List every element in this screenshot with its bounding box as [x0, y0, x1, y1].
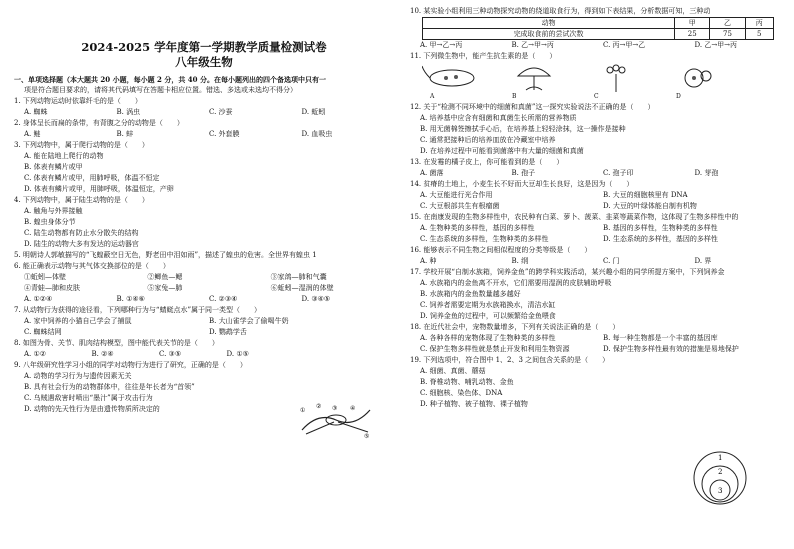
q13-options: [410, 168, 786, 179]
question-13: 13. 在发霉的橘子皮上，你可能看到的是（ ）: [410, 158, 564, 166]
option[interactable]: B. 体表有鳞片或甲: [24, 163, 83, 171]
fig8-label: ⑤: [364, 433, 370, 440]
option[interactable]: A. 水族箱内的金鱼离不开水，它们需要用湿润的皮肤辅助呼吸: [420, 279, 612, 287]
joint-model-figure: [298, 402, 374, 440]
option[interactable]: B. 基因的多样性，生物种类的多样性: [603, 224, 718, 232]
question-15: 15. 在南康发现的生物多样性中，农民种有白菜、萝卜、菠菜、韭菜等蔬菜作物，这体现了生物多样性中的: [410, 213, 739, 221]
yeast-icon: [668, 62, 728, 94]
option[interactable]: D. 生态系统的多样性，基因的多样性: [603, 235, 718, 243]
label: A: [430, 93, 435, 100]
exam-title: 2024-2025 学年度第一学期教学质量检测试卷: [81, 40, 327, 54]
question-8: 8. 如图为骨、关节、肌肉结构模型，图中能代表关节的是（ ）: [14, 339, 219, 347]
option[interactable]: A. 生物种类的多样性，基因的多样性: [420, 224, 535, 232]
option[interactable]: A. 触角与外界接触: [24, 207, 83, 215]
option[interactable]: D. 血吸虫: [301, 130, 333, 138]
question-5: 5. 明朝诗人郭敏描写的“飞蝗蔽空日无色，野老田中泪如雨”，描述了蝗虫的危害。全世界有蝗虫 1: [14, 251, 317, 259]
question-6: 6. 能正确表示动物与其气体交换部位的是（ ）: [14, 262, 170, 270]
item: ④青蛙—肺和皮肤: [24, 284, 80, 292]
option[interactable]: C. 乌贼遇敌害时喷出“墨汁”属于攻击行为: [24, 394, 153, 402]
table-header: 动物: [423, 18, 675, 29]
q11-microbe-figures: [422, 62, 786, 102]
option[interactable]: A. 各种各样的宠物体现了生物种类的多样性: [420, 334, 556, 342]
item: ②鲫鱼—鳃: [147, 273, 183, 281]
table-cell: 25: [675, 29, 710, 40]
q14-options-a: [410, 190, 786, 201]
q6-choices: [14, 294, 394, 305]
option[interactable]: B. 大山雀学会了偷喝牛奶: [209, 317, 289, 325]
option[interactable]: B. ①④⑥: [116, 295, 145, 303]
table-header: 乙: [710, 18, 745, 29]
option[interactable]: C. 保护生物多样性就是禁止开发和利用生物资源: [420, 345, 570, 353]
label: B: [512, 93, 517, 100]
item: ⑤家兔—肺: [147, 284, 183, 292]
exam-subject: 八年级生物: [175, 55, 233, 69]
option[interactable]: C. 体表有鳞片或甲，用肺呼吸，体温不恒定: [24, 174, 160, 182]
left-column: [14, 6, 394, 415]
option[interactable]: C. 蜘蛛结网: [24, 328, 62, 336]
option[interactable]: B. 水族箱内的金鱼数量越多越好: [420, 290, 521, 298]
option[interactable]: C. 陆生动物都有防止水分散失的结构: [24, 229, 139, 237]
question-14: 14. 贫瘠的土地上，小麦生长不好而大豆却生长良好，这是因为（ ）: [410, 180, 634, 188]
item: ③家鸽—肺和气囊: [270, 273, 327, 281]
question-12: 12. 关于“检测不同环境中的细菌和真菌”这一探究实验说法不正确的是（ ）: [410, 103, 655, 111]
question-1: 1. 下列动物运动时依靠纤毛的是（ ）: [14, 97, 142, 105]
option[interactable]: D. 保护生物多样性最有效的措施是易地保护: [603, 345, 739, 353]
question-16: 16. 能够表示不同生物之间相似程度的分类等级是（ ）: [410, 246, 592, 254]
option[interactable]: D. 大豆的叶绿体能自制有机物: [603, 202, 697, 210]
section-header-cont: 项是符合题目要求的，请将其代码填写在答题卡相应位置。错选、多选或未选均不得分）: [24, 86, 297, 94]
question-17: 17. 学校开展“自制水族箱，饲养金鱼”的跨学科实践活动，某兴趣小组的同学所提方案中，下列饲养金: [410, 268, 725, 276]
q8-choices: [14, 349, 294, 360]
q16-options: [410, 256, 786, 267]
option[interactable]: B. ②④: [91, 350, 114, 358]
option[interactable]: A. 培养基中应含有细菌和真菌生长所需的营养物质: [420, 114, 577, 122]
option[interactable]: A. 种: [420, 257, 437, 265]
microbe-a[interactable]: [422, 62, 504, 102]
q7-options-a: [14, 316, 394, 327]
q15-options-b: [410, 234, 786, 245]
penicillium-icon: [586, 62, 646, 94]
mushroom-icon: [504, 62, 564, 94]
q10-table: [422, 17, 774, 40]
option[interactable]: C. 饲养者需要定期为水族箱换水，清洁水缸: [420, 301, 556, 309]
option[interactable]: D. 种子植物、被子植物、裸子植物: [420, 400, 528, 408]
option[interactable]: A. 家中饲养的小猫自己学会了捕鼠: [24, 317, 132, 325]
option[interactable]: B. 具有社会行为的动物群体中，往往是年长者为“首领”: [24, 383, 195, 391]
question-18: 18. 在近代社会中，宠物数量增多，下列有关说法正确的是（ ）: [410, 323, 620, 331]
option[interactable]: C. 沙蚕: [209, 108, 233, 116]
option[interactable]: D. 蚯蚓: [301, 108, 326, 116]
option[interactable]: C. 孢子印: [603, 169, 634, 177]
option[interactable]: B. 纲: [511, 257, 529, 265]
option[interactable]: D. 动物的先天性行为是由遗传物质所决定的: [24, 405, 160, 413]
option[interactable]: D. 乙→甲→丙: [694, 41, 738, 49]
question-3: 3. 下列动物中，属于爬行动物的是（ ）: [14, 141, 149, 149]
option[interactable]: B. 大豆的细胞核里有 DNA: [603, 191, 688, 199]
q2-options: [14, 129, 394, 140]
option[interactable]: A. 能在陆地上爬行的动物: [24, 152, 104, 160]
table-header: 甲: [675, 18, 710, 29]
q6-items-a: [14, 272, 394, 283]
option[interactable]: C. ②③④: [209, 295, 238, 303]
option[interactable]: C. 外套膜: [209, 130, 240, 138]
option[interactable]: D. 界: [694, 257, 712, 265]
option[interactable]: A. 动物的学习行为与遗传因素无关: [24, 372, 132, 380]
venn-label: 2: [718, 468, 723, 476]
label: C: [594, 93, 599, 100]
option[interactable]: A. 甲→乙→丙: [420, 41, 463, 49]
option[interactable]: C. ③⑤: [159, 350, 182, 358]
option[interactable]: D. 饲养金鱼的过程中，可以频繁给金鱼喂食: [420, 312, 556, 320]
microbe-d[interactable]: [668, 62, 750, 102]
table-cell: 75: [710, 29, 745, 40]
bacterium-icon: [422, 62, 482, 94]
option[interactable]: D. 芽孢: [694, 169, 719, 177]
table-cell: 完成取食前的尝试次数: [423, 29, 675, 40]
option[interactable]: C. 大豆根部共生有根瘤菌: [420, 202, 500, 210]
label: D: [676, 93, 681, 100]
venn-label: 3: [718, 487, 723, 495]
option[interactable]: B. 乙→甲→丙: [511, 41, 554, 49]
nested-circles-figure: [692, 450, 748, 506]
option[interactable]: D. 在培养过程中可能看到菌落中有大量的细菌和真菌: [420, 147, 584, 155]
table-header: 丙: [745, 18, 773, 29]
venn-label: 1: [718, 454, 723, 462]
option[interactable]: D. ③④⑤: [301, 295, 331, 303]
option[interactable]: C. 通常把接种后的培养皿放在冷藏室中培养: [420, 136, 556, 144]
question-19: 19. 下列选项中，符合图中 1、2、3 之间包含关系的是（ ）: [410, 356, 610, 364]
question-7: 7. 从动物行为获得的途径看，下列哪种行为与“蜻蜓点水”属于同一类型（ ）: [14, 306, 262, 314]
fig8-label: ①: [300, 407, 306, 414]
section-header: 一、单项选择题（本大题共 20 小题，每小题 2 分，共 40 分。在每小题列出的四个备选项中只有一: [14, 75, 326, 84]
option[interactable]: A. 大豆能进行光合作用: [420, 191, 493, 199]
option[interactable]: C. 生态系统的多样性，生物种类的多样性: [420, 235, 549, 243]
option[interactable]: B. 用无菌棉签擦拭手心后，在培养基上轻轻涂抹，这一操作是接种: [420, 125, 626, 133]
option[interactable]: C. 门: [603, 257, 620, 265]
option[interactable]: B. 蝗虫身体分节: [24, 218, 76, 226]
option[interactable]: A. 细菌、真菌、蘑菇: [420, 367, 486, 375]
microbe-c[interactable]: [586, 62, 668, 102]
fig8-label: ④: [350, 405, 356, 412]
q6-items-b: [14, 283, 394, 294]
option[interactable]: D. 陆生的动物大多有发达的运动器官: [24, 240, 139, 248]
question-2: 2. 身体呈长而扁的条带，有背腹之分的动物是（ ）: [14, 119, 184, 127]
option[interactable]: A. 菌落: [420, 169, 444, 177]
option[interactable]: D. 体表有鳞片或甲，用肺呼吸，体温恒定，产卵: [24, 185, 174, 193]
question-4: 4. 下列动物中，属于陆生动物的是（ ）: [14, 196, 149, 204]
option[interactable]: B. 每一种生物都是一个丰富的基因库: [603, 334, 718, 342]
option[interactable]: B. 蚌: [116, 130, 134, 138]
question-9: 9. 八年级研究性学习小组的同学对动物行为进行了研究，正确的是（ ）: [14, 361, 247, 369]
right-column: [410, 6, 786, 410]
option[interactable]: A. 鲢: [24, 130, 41, 138]
option[interactable]: A. 蜘蛛: [24, 108, 48, 116]
q1-options: [14, 107, 394, 118]
option[interactable]: A. ①②④: [24, 295, 53, 303]
option[interactable]: B. 孢子: [511, 169, 536, 177]
question-10: 10. 某实验小组利用三种动物探究动物的绕道取食行为，得到如下表结果，分析数据可知，三种动: [410, 7, 711, 15]
option[interactable]: D. 鹦鹉学舌: [209, 328, 247, 336]
option[interactable]: A. ①②: [24, 350, 47, 358]
q15-options-a: [410, 223, 786, 234]
fig8-label: ②: [316, 403, 322, 410]
table-cell: 5: [745, 29, 773, 40]
q18-options-a: [410, 333, 786, 344]
q10-choices: [410, 40, 786, 51]
item: ①蚯蚓—体壁: [24, 273, 66, 281]
q14-options-b: [410, 201, 786, 212]
option[interactable]: C. 丙→甲→乙: [603, 41, 646, 49]
question-11: 11. 下列微生物中，能产生抗生素的是（ ）: [410, 52, 557, 60]
microbe-b[interactable]: [504, 62, 586, 102]
option[interactable]: B. 脊椎动物、哺乳动物、金鱼: [420, 378, 514, 386]
option[interactable]: B. 涡虫: [116, 108, 141, 116]
option[interactable]: D. ①⑤: [226, 350, 249, 358]
item: ⑥蚯蚓—湿润的体壁: [270, 284, 334, 292]
fig8-label: ③: [332, 405, 338, 412]
option[interactable]: C. 细胞核、染色体、DNA: [420, 389, 503, 397]
q18-options-b: [410, 344, 786, 355]
q7-options-b: [14, 327, 394, 338]
